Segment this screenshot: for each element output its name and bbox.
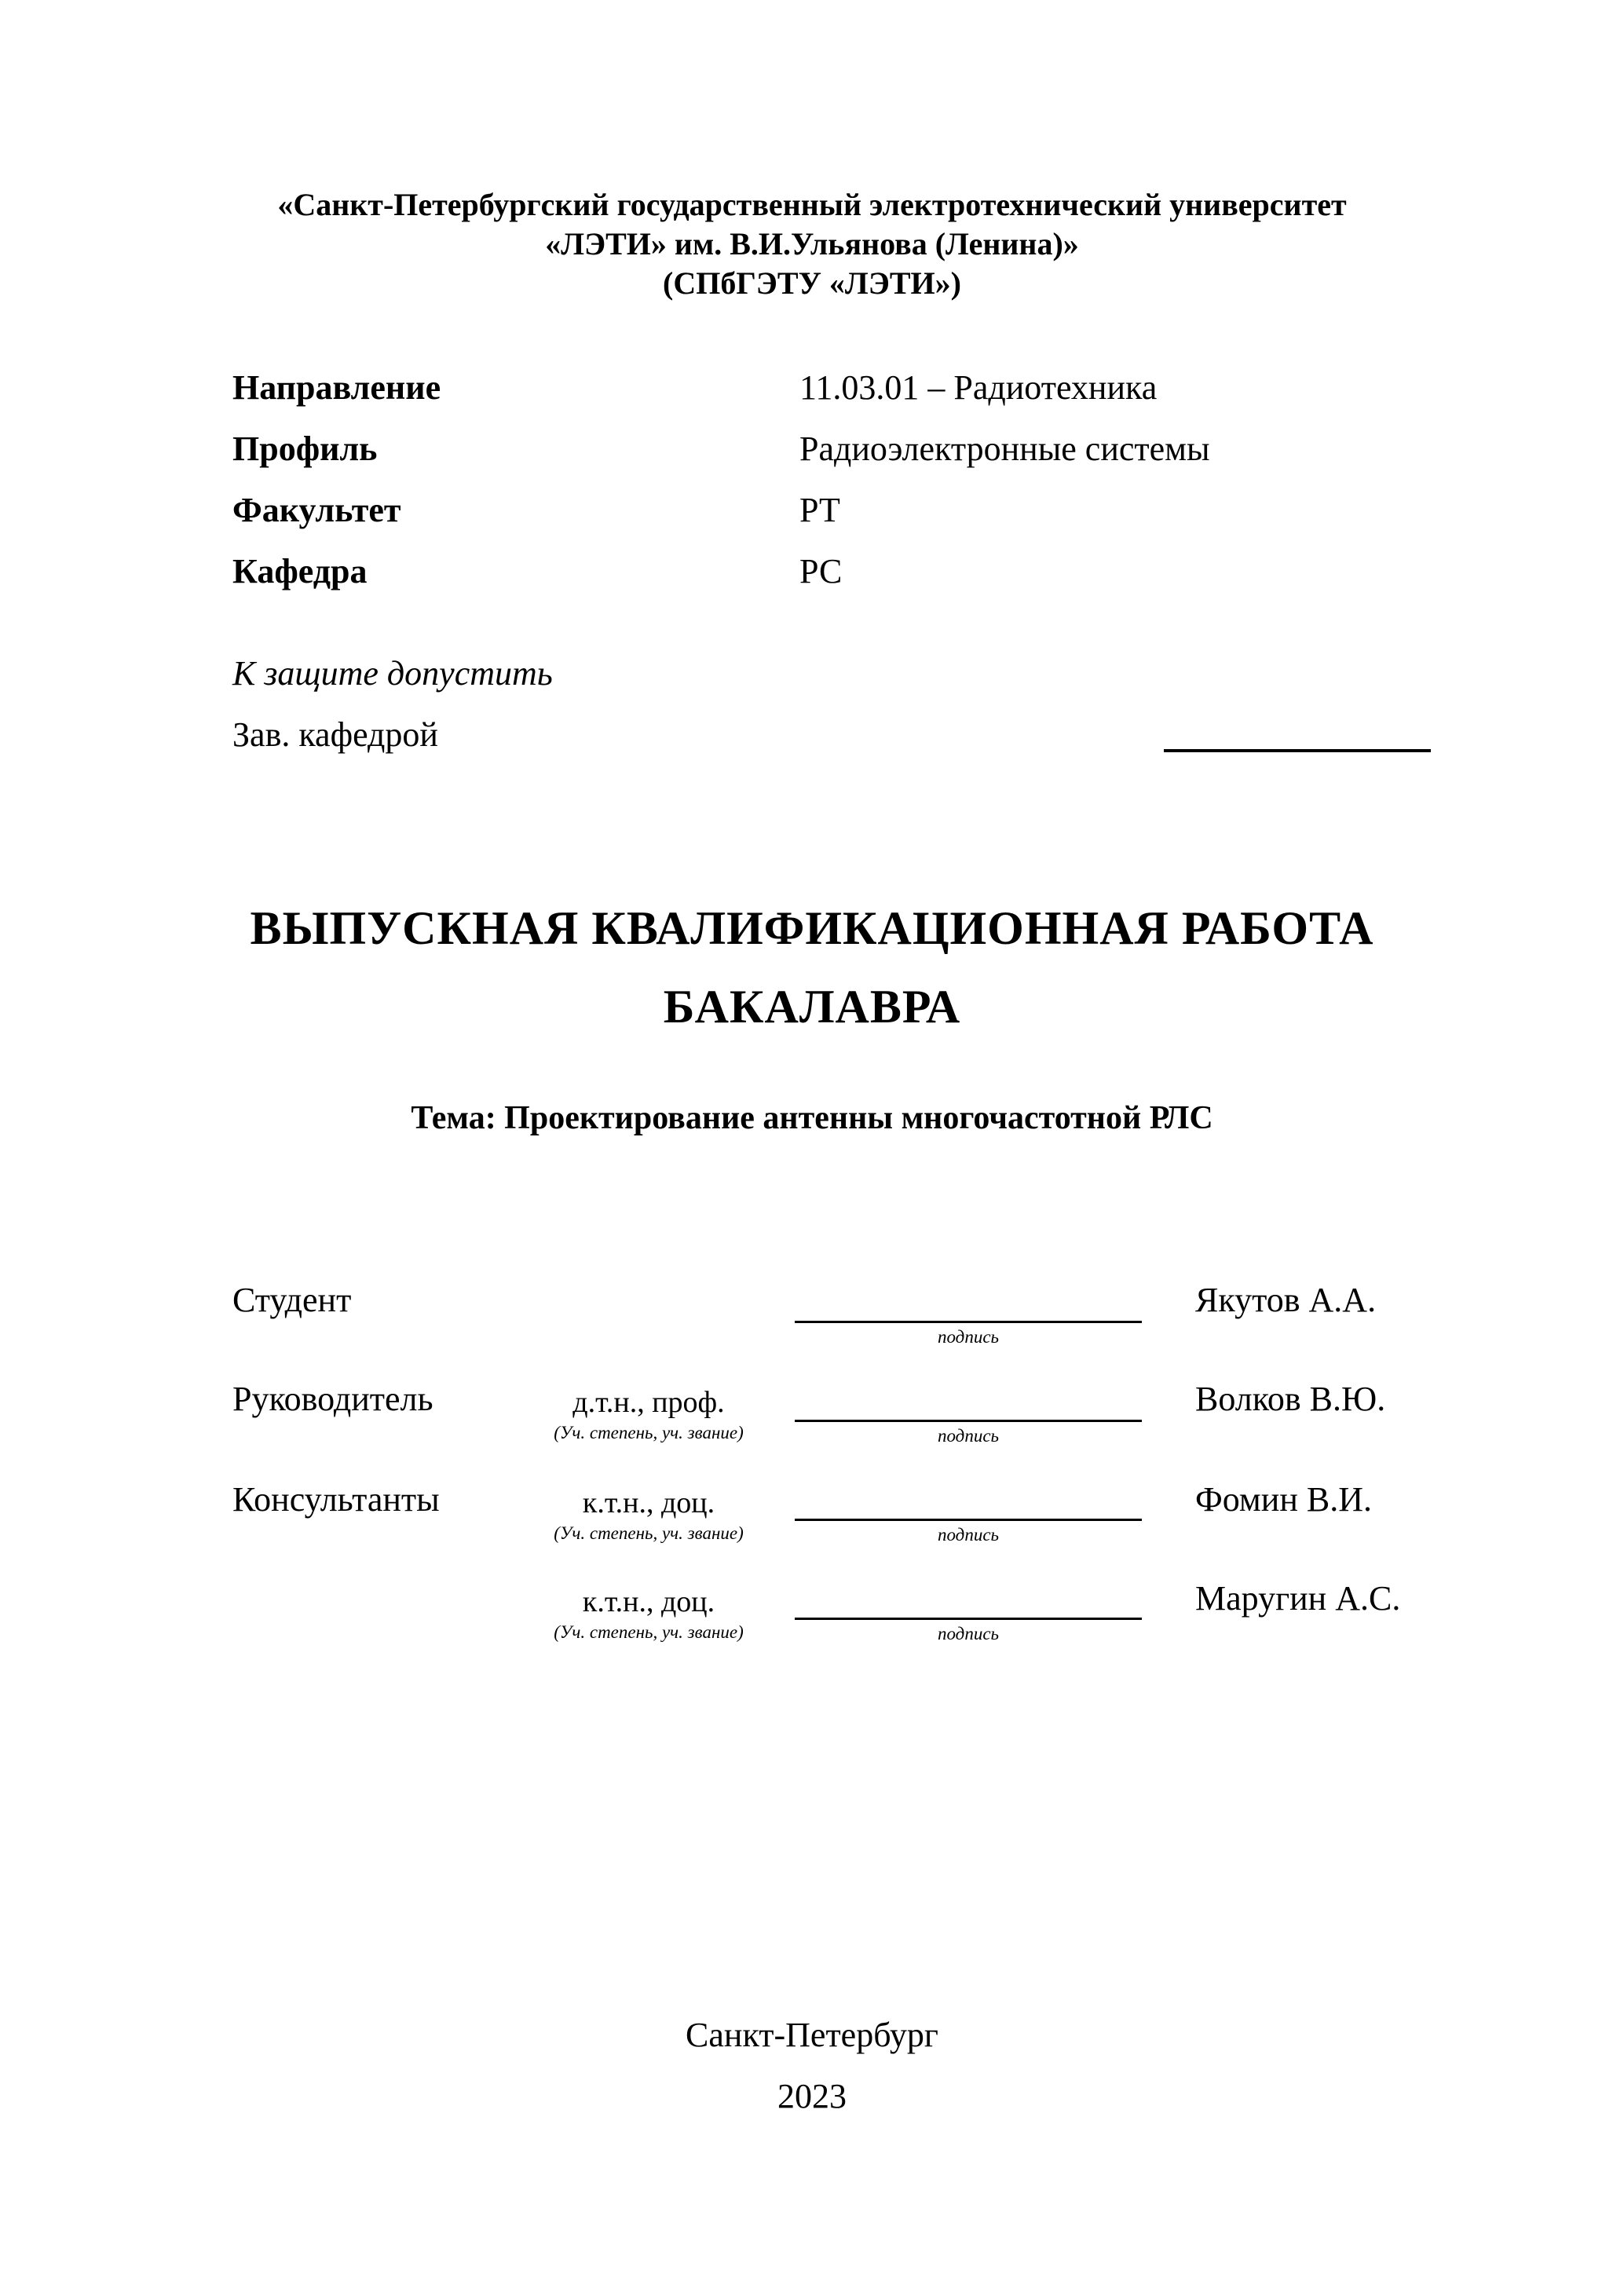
university-name-line1: «Санкт-Петербургский государственный электротехнический университет [277, 187, 1347, 222]
role-student: Студент [232, 1281, 352, 1319]
admit-to-defense: К защите допустить [232, 654, 553, 693]
degree-caption: (Уч. степень, уч. звание) [554, 1622, 744, 1642]
info-value-direction: 11.03.01 – Радиотехника [799, 368, 1158, 407]
degree-consultant-1: к.т.н., доц. [582, 1486, 715, 1519]
name-consultant-1: Фомин В.И. [1195, 1480, 1372, 1519]
name-consultant-2: Маругин А.С. [1195, 1579, 1401, 1618]
footer-city: Санкт-Петербург [686, 2016, 938, 2054]
degree-caption: (Уч. степень, уч. звание) [554, 1523, 744, 1543]
info-value-faculty: РТ [799, 491, 840, 529]
degree-caption: (Уч. степень, уч. звание) [554, 1423, 744, 1442]
signature-line-consultant-1 [795, 1519, 1142, 1521]
head-signature-line [1164, 749, 1431, 752]
university-abbrev: (СПбГЭТУ «ЛЭТИ») [663, 265, 961, 301]
signature-caption: подпись [937, 1426, 999, 1446]
signature-line-consultant-2 [795, 1618, 1142, 1620]
signature-caption: подпись [937, 1624, 999, 1643]
signature-caption: подпись [937, 1327, 999, 1347]
info-value-department: РС [799, 552, 843, 590]
work-topic: Тема: Проектирование антенны многочастотной РЛС [411, 1100, 1213, 1136]
university-name-line2: «ЛЭТИ» им. В.И.Ульянова (Ленина)» [545, 226, 1079, 261]
name-student: Якутов А.А. [1195, 1281, 1377, 1319]
info-value-profile: Радиоэлектронные системы [799, 430, 1210, 468]
info-label-faculty: Факультет [232, 491, 401, 529]
degree-supervisor: д.т.н., проф. [572, 1386, 725, 1419]
signature-line-student [795, 1321, 1142, 1323]
footer-year: 2023 [777, 2077, 847, 2115]
role-supervisor: Руководитель [232, 1380, 433, 1418]
info-label-profile: Профиль [232, 430, 378, 468]
name-supervisor: Волков В.Ю. [1195, 1380, 1386, 1418]
role-consultants: Консультанты [232, 1480, 440, 1519]
info-label-direction: Направление [232, 368, 441, 407]
signature-line-supervisor [795, 1420, 1142, 1422]
work-title-line2: БАКАЛАВРА [663, 981, 961, 1033]
work-title-line1: ВЫПУСКНАЯ КВАЛИФИКАЦИОННАЯ РАБОТА [250, 902, 1374, 954]
signature-caption: подпись [937, 1525, 999, 1545]
info-label-department: Кафедра [232, 552, 368, 590]
degree-consultant-2: к.т.н., доц. [582, 1585, 715, 1618]
head-of-department-label: Зав. кафедрой [232, 715, 438, 754]
